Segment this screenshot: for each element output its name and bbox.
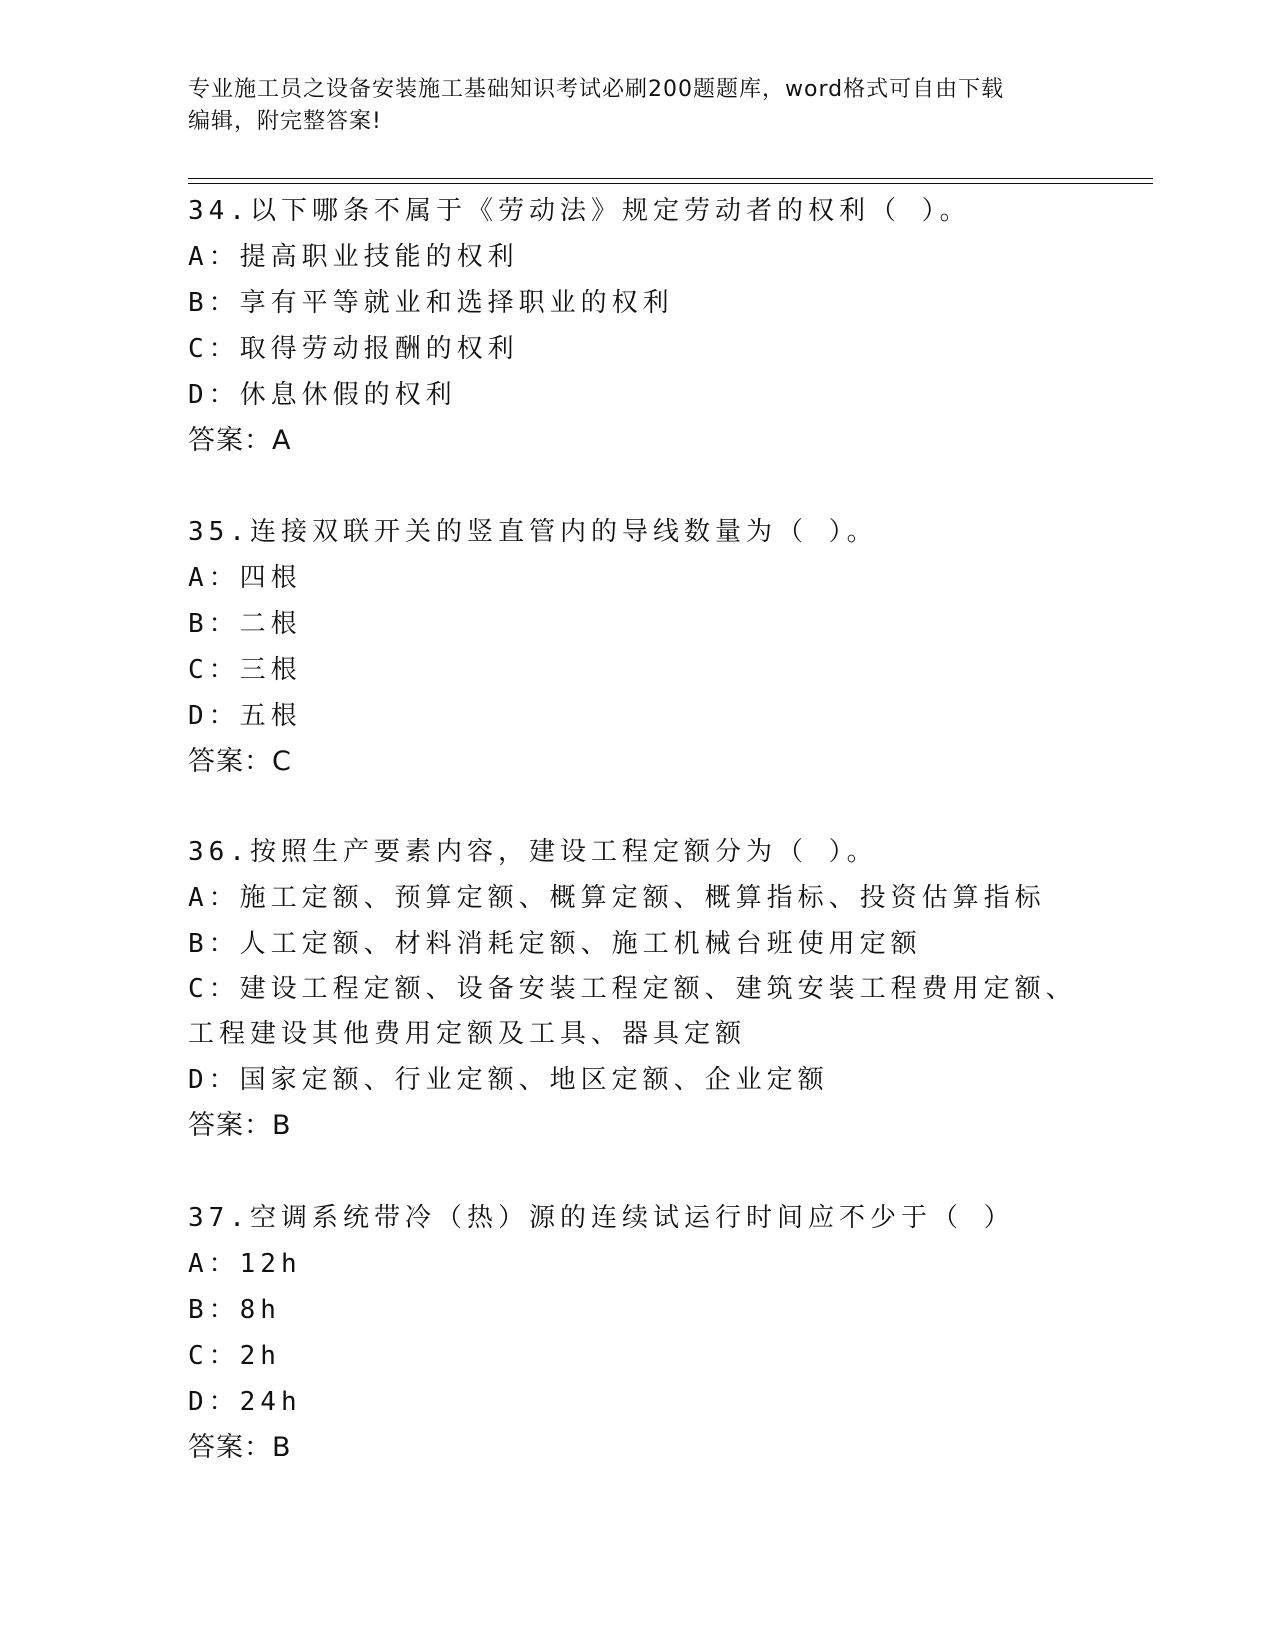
option-b: B：二根 xyxy=(188,609,302,639)
header-divider-bottom xyxy=(188,183,1153,184)
option-c: C：建设工程定额、设备安装工程定额、建筑安装工程费用定额、工程建设其他费用定额及工具、器具定额 xyxy=(188,974,1077,1049)
answer-text: 答案：B xyxy=(188,1432,292,1463)
question-stem: 36.按照生产要素内容，建设工程定额分为（ ）。 xyxy=(188,837,878,867)
header-title-line-1: 专业施工员之设备安装施工基础知识考试必刷200题题库，word格式可自由下载 xyxy=(188,77,1005,102)
option-a: A：提高职业技能的权利 xyxy=(188,242,519,272)
question-stem: 35.连接双联开关的竖直管内的导线数量为（ ）。 xyxy=(188,517,878,547)
option-c: C：2h xyxy=(188,1341,281,1371)
option-b: B：人工定额、材料消耗定额、施工机械台班使用定额 xyxy=(188,929,922,959)
answer-text: 答案：B xyxy=(188,1110,292,1141)
option-b: B：享有平等就业和选择职业的权利 xyxy=(188,288,674,318)
question-stem: 37.空调系统带冷（热）源的连续试运行时间应不少于（ ） xyxy=(188,1203,1015,1233)
answer-text: 答案：A xyxy=(188,425,292,456)
question-37 xyxy=(188,1195,1088,1471)
header-divider-top xyxy=(188,178,1153,179)
option-a: A：施工定额、预算定额、概算定额、概算指标、投资估算指标 xyxy=(188,883,1046,913)
answer-text: 答案：C xyxy=(188,746,292,777)
option-a: A：四根 xyxy=(188,563,302,593)
option-d: D：国家定额、行业定额、地区定额、企业定额 xyxy=(188,1065,829,1095)
option-b: B：8h xyxy=(188,1295,281,1325)
option-d: D：24h xyxy=(188,1387,302,1417)
option-c: C：三根 xyxy=(188,655,302,685)
option-d: D：休息休假的权利 xyxy=(188,380,457,410)
option-d: D：五根 xyxy=(188,701,302,731)
question-34 xyxy=(188,188,1088,464)
document-header xyxy=(188,74,1088,138)
question-stem: 34.以下哪条不属于《劳动法》规定劳动者的权利（ ）。 xyxy=(188,196,971,226)
question-36 xyxy=(188,829,1088,1149)
header-title-line-2: 编辑，附完整答案! xyxy=(188,109,382,134)
option-a: A：12h xyxy=(188,1249,302,1279)
question-35 xyxy=(188,509,1088,785)
option-c: C：取得劳动报酬的权利 xyxy=(188,334,519,364)
